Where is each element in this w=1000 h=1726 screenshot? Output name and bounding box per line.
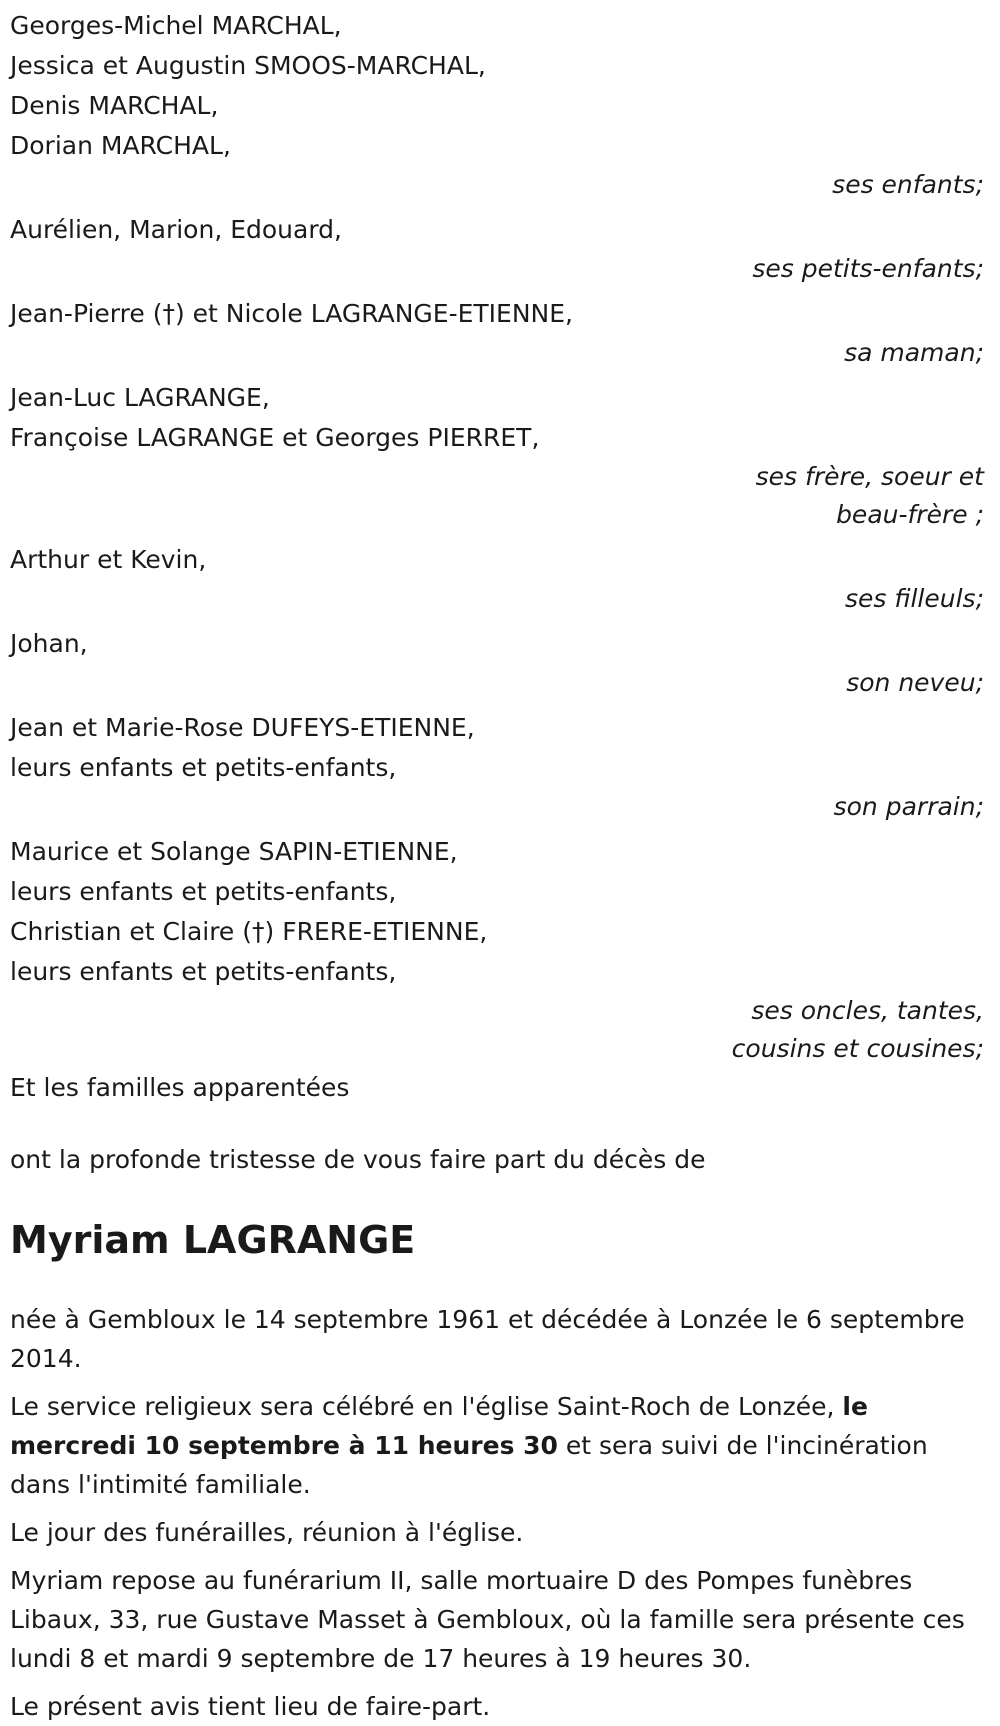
family-role: ses filleuls; (844, 584, 984, 613)
service-text-start: Le service religieux sera célébré en l'église Saint-Roch de Lonzée, (10, 1392, 843, 1421)
family-role: ses petits-enfants; (752, 254, 984, 283)
family-group-godfather (10, 708, 990, 826)
family-line: Aurélien, Marion, Edouard, (10, 215, 342, 244)
family-line: Maurice et Solange SAPIN-ETIENNE, (10, 837, 458, 866)
family-line: Jessica et Augustin SMOOS-MARCHAL, (10, 51, 486, 80)
family-role: cousins et cousines; (731, 1034, 984, 1063)
notice-text: Le présent avis tient lieu de faire-part. (10, 1692, 491, 1721)
family-group-siblings (10, 378, 990, 534)
family-group-godchildren (10, 540, 990, 618)
family-line: Jean-Pierre (†) et Nicole LAGRANGE-ETIENNE, (10, 299, 574, 328)
closing-family: Et les familles apparentées (10, 1073, 350, 1102)
family-role: ses oncles, tantes, (751, 996, 984, 1025)
family-role: ses enfants; (832, 170, 984, 199)
family-line: Christian et Claire (†) FRERE-ETIENNE, (10, 917, 488, 946)
service-text (10, 1387, 990, 1504)
family-line: leurs enfants et petits-enfants, (10, 753, 397, 782)
family-role: son neveu; (846, 668, 984, 697)
family-line: leurs enfants et petits-enfants, (10, 957, 397, 986)
family-line: Françoise LAGRANGE et Georges PIERRET, (10, 423, 540, 452)
announcement: ont la profonde tristesse de vous faire part du décès de (10, 1145, 706, 1174)
family-group-grandchildren (10, 210, 990, 288)
family-role: son parrain; (833, 792, 984, 821)
service-date-time: le mercredi 10 septembre à 11 heures 30 (10, 1392, 868, 1460)
family-line: Jean et Marie-Rose DUFEYS-ETIENNE, (10, 713, 475, 742)
family-line: Johan, (10, 629, 88, 658)
family-line: Denis MARCHAL, (10, 91, 219, 120)
birth-death-text: née à Gembloux le 14 septembre 1961 et décédée à Lonzée le 6 septembre 2014. (10, 1305, 965, 1373)
family-line: Arthur et Kevin, (10, 545, 207, 574)
family-group-children (10, 6, 990, 204)
family-group-mother (10, 294, 990, 372)
repose-text: Myriam repose au funérarium II, salle mortuaire D des Pompes funèbres Libaux, 33, rue Gustave Masset à Gembloux, où la famille sera présente ces lundi 8 et mardi 9 septembre de 17 heures à 19 heures 30. (10, 1566, 965, 1673)
family-role: beau-frère ; (836, 500, 984, 529)
family-role: sa maman; (844, 338, 984, 367)
family-group-uncles-aunts (10, 832, 990, 1068)
family-line: leurs enfants et petits-enfants, (10, 877, 397, 906)
service-text-end: et sera suivi de l'incinération dans l'intimité familiale. (10, 1431, 928, 1499)
family-line: Georges-Michel MARCHAL, (10, 11, 342, 40)
family-group-nephew (10, 624, 990, 702)
family-role: ses frère, soeur et (755, 462, 984, 491)
family-line: Jean-Luc LAGRANGE, (10, 383, 270, 412)
deceased-name: Myriam LAGRANGE (10, 1218, 416, 1262)
family-line: Dorian MARCHAL, (10, 131, 231, 160)
meeting-text: Le jour des funérailles, réunion à l'église. (10, 1518, 524, 1547)
